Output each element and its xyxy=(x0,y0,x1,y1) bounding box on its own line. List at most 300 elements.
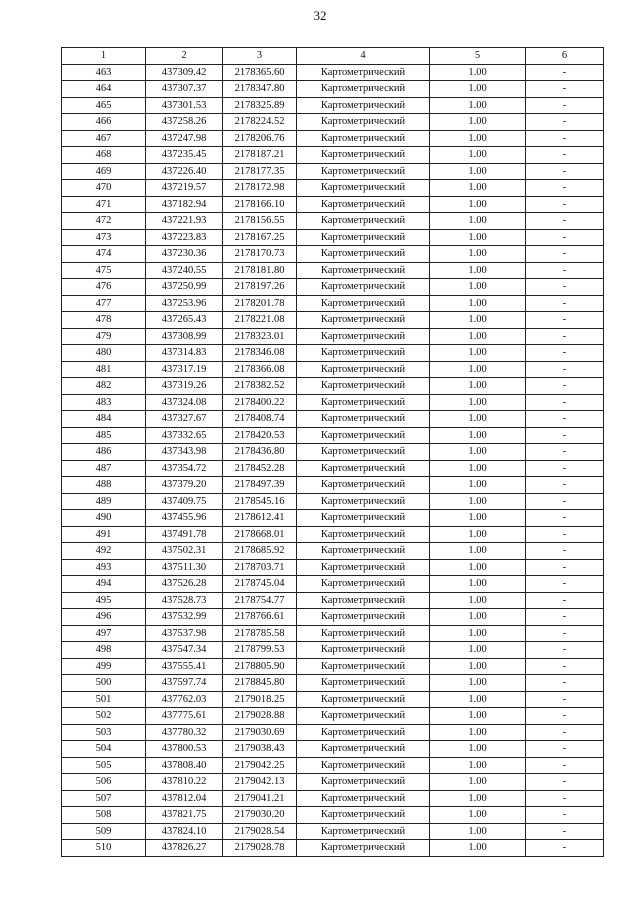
table-row xyxy=(62,163,604,180)
cell-x-coordinate: 437317.19 xyxy=(146,361,223,378)
cell-accuracy: 1.00 xyxy=(430,510,526,527)
cell-y-coordinate: 2178612.41 xyxy=(223,510,297,527)
table-row xyxy=(62,460,604,477)
cell-note: - xyxy=(526,328,604,345)
cell-accuracy: 1.00 xyxy=(430,130,526,147)
cell-accuracy: 1.00 xyxy=(430,312,526,329)
cell-y-coordinate: 2178347.80 xyxy=(223,81,297,98)
cell-point-number: 467 xyxy=(62,130,146,147)
cell-point-number: 464 xyxy=(62,81,146,98)
cell-x-coordinate: 437258.26 xyxy=(146,114,223,131)
table-row xyxy=(62,757,604,774)
cell-y-coordinate: 2178436.80 xyxy=(223,444,297,461)
cell-note: - xyxy=(526,411,604,428)
header-cell-2: 2 xyxy=(146,48,223,65)
header-cell-6: 6 xyxy=(526,48,604,65)
cell-accuracy: 1.00 xyxy=(430,625,526,642)
table-row xyxy=(62,609,604,626)
cell-point-number: 489 xyxy=(62,493,146,510)
cell-accuracy: 1.00 xyxy=(430,64,526,81)
table-row xyxy=(62,774,604,791)
cell-accuracy: 1.00 xyxy=(430,658,526,675)
cell-x-coordinate: 437226.40 xyxy=(146,163,223,180)
cell-note: - xyxy=(526,823,604,840)
cell-y-coordinate: 2178166.10 xyxy=(223,196,297,213)
cell-y-coordinate: 2178224.52 xyxy=(223,114,297,131)
cell-method: Картометрический xyxy=(297,477,430,494)
table-row xyxy=(62,97,604,114)
cell-accuracy: 1.00 xyxy=(430,411,526,428)
cell-note: - xyxy=(526,840,604,857)
cell-x-coordinate: 437455.96 xyxy=(146,510,223,527)
cell-method: Картометрический xyxy=(297,394,430,411)
cell-accuracy: 1.00 xyxy=(430,741,526,758)
table-row xyxy=(62,312,604,329)
cell-x-coordinate: 437528.73 xyxy=(146,592,223,609)
cell-accuracy: 1.00 xyxy=(430,559,526,576)
cell-method: Картометрический xyxy=(297,625,430,642)
cell-method: Картометрический xyxy=(297,196,430,213)
cell-accuracy: 1.00 xyxy=(430,229,526,246)
cell-note: - xyxy=(526,510,604,527)
table-body xyxy=(62,64,604,856)
cell-point-number: 468 xyxy=(62,147,146,164)
cell-x-coordinate: 437491.78 xyxy=(146,526,223,543)
cell-y-coordinate: 2178799.53 xyxy=(223,642,297,659)
cell-x-coordinate: 437597.74 xyxy=(146,675,223,692)
cell-point-number: 477 xyxy=(62,295,146,312)
cell-y-coordinate: 2178408.74 xyxy=(223,411,297,428)
cell-point-number: 495 xyxy=(62,592,146,609)
cell-point-number: 503 xyxy=(62,724,146,741)
cell-y-coordinate: 2178668.01 xyxy=(223,526,297,543)
table-row xyxy=(62,592,604,609)
cell-y-coordinate: 2178420.53 xyxy=(223,427,297,444)
cell-point-number: 476 xyxy=(62,279,146,296)
cell-y-coordinate: 2178545.16 xyxy=(223,493,297,510)
cell-x-coordinate: 437824.10 xyxy=(146,823,223,840)
header-cell-1: 1 xyxy=(62,48,146,65)
cell-method: Картометрический xyxy=(297,361,430,378)
cell-method: Картометрический xyxy=(297,493,430,510)
coordinates-table xyxy=(61,47,604,857)
table-row xyxy=(62,526,604,543)
cell-x-coordinate: 437555.41 xyxy=(146,658,223,675)
cell-method: Картометрический xyxy=(297,262,430,279)
cell-point-number: 463 xyxy=(62,64,146,81)
cell-accuracy: 1.00 xyxy=(430,295,526,312)
cell-method: Картометрический xyxy=(297,559,430,576)
cell-method: Картометрический xyxy=(297,642,430,659)
table-row xyxy=(62,823,604,840)
cell-note: - xyxy=(526,81,604,98)
cell-accuracy: 1.00 xyxy=(430,361,526,378)
cell-note: - xyxy=(526,361,604,378)
table-row xyxy=(62,64,604,81)
table-row xyxy=(62,691,604,708)
cell-point-number: 478 xyxy=(62,312,146,329)
table-row xyxy=(62,708,604,725)
cell-x-coordinate: 437826.27 xyxy=(146,840,223,857)
cell-method: Картометрический xyxy=(297,543,430,560)
header-cell-3: 3 xyxy=(223,48,297,65)
cell-point-number: 474 xyxy=(62,246,146,263)
cell-method: Картометрический xyxy=(297,691,430,708)
cell-y-coordinate: 2178785.58 xyxy=(223,625,297,642)
cell-y-coordinate: 2178766.61 xyxy=(223,609,297,626)
cell-x-coordinate: 437221.93 xyxy=(146,213,223,230)
table-row xyxy=(62,114,604,131)
cell-accuracy: 1.00 xyxy=(430,378,526,395)
cell-y-coordinate: 2178170.73 xyxy=(223,246,297,263)
cell-x-coordinate: 437307.37 xyxy=(146,81,223,98)
table-row xyxy=(62,262,604,279)
cell-x-coordinate: 437324.08 xyxy=(146,394,223,411)
cell-point-number: 507 xyxy=(62,790,146,807)
cell-accuracy: 1.00 xyxy=(430,675,526,692)
cell-note: - xyxy=(526,477,604,494)
cell-x-coordinate: 437409.75 xyxy=(146,493,223,510)
cell-y-coordinate: 2178201.78 xyxy=(223,295,297,312)
cell-y-coordinate: 2178365.60 xyxy=(223,64,297,81)
cell-accuracy: 1.00 xyxy=(430,774,526,791)
cell-note: - xyxy=(526,97,604,114)
cell-x-coordinate: 437532.99 xyxy=(146,609,223,626)
cell-y-coordinate: 2179028.78 xyxy=(223,840,297,857)
cell-x-coordinate: 437223.83 xyxy=(146,229,223,246)
cell-note: - xyxy=(526,460,604,477)
header-cell-4: 4 xyxy=(297,48,430,65)
table-row xyxy=(62,180,604,197)
cell-accuracy: 1.00 xyxy=(430,345,526,362)
cell-accuracy: 1.00 xyxy=(430,114,526,131)
cell-accuracy: 1.00 xyxy=(430,691,526,708)
cell-y-coordinate: 2178181.80 xyxy=(223,262,297,279)
cell-point-number: 488 xyxy=(62,477,146,494)
cell-y-coordinate: 2178172.98 xyxy=(223,180,297,197)
cell-note: - xyxy=(526,279,604,296)
cell-accuracy: 1.00 xyxy=(430,147,526,164)
cell-note: - xyxy=(526,790,604,807)
cell-note: - xyxy=(526,444,604,461)
cell-point-number: 475 xyxy=(62,262,146,279)
cell-method: Картометрический xyxy=(297,64,430,81)
cell-accuracy: 1.00 xyxy=(430,642,526,659)
cell-method: Картометрический xyxy=(297,114,430,131)
cell-x-coordinate: 437812.04 xyxy=(146,790,223,807)
cell-point-number: 482 xyxy=(62,378,146,395)
cell-point-number: 483 xyxy=(62,394,146,411)
cell-y-coordinate: 2178754.77 xyxy=(223,592,297,609)
cell-method: Картометрический xyxy=(297,295,430,312)
cell-accuracy: 1.00 xyxy=(430,526,526,543)
table-row xyxy=(62,790,604,807)
cell-method: Картометрический xyxy=(297,180,430,197)
cell-note: - xyxy=(526,691,604,708)
cell-point-number: 473 xyxy=(62,229,146,246)
table-row xyxy=(62,361,604,378)
cell-x-coordinate: 437308.99 xyxy=(146,328,223,345)
cell-method: Картометрический xyxy=(297,328,430,345)
cell-method: Картометрический xyxy=(297,147,430,164)
table-row xyxy=(62,675,604,692)
cell-y-coordinate: 2178703.71 xyxy=(223,559,297,576)
table-row xyxy=(62,477,604,494)
cell-x-coordinate: 437235.45 xyxy=(146,147,223,164)
cell-method: Картометрический xyxy=(297,724,430,741)
cell-note: - xyxy=(526,774,604,791)
table-row xyxy=(62,147,604,164)
cell-method: Картометрический xyxy=(297,675,430,692)
cell-x-coordinate: 437182.94 xyxy=(146,196,223,213)
cell-note: - xyxy=(526,526,604,543)
cell-method: Картометрический xyxy=(297,460,430,477)
table-row xyxy=(62,213,604,230)
cell-note: - xyxy=(526,147,604,164)
cell-y-coordinate: 2179028.88 xyxy=(223,708,297,725)
cell-point-number: 479 xyxy=(62,328,146,345)
cell-point-number: 494 xyxy=(62,576,146,593)
cell-x-coordinate: 437240.55 xyxy=(146,262,223,279)
cell-accuracy: 1.00 xyxy=(430,196,526,213)
cell-method: Картометрический xyxy=(297,708,430,725)
cell-accuracy: 1.00 xyxy=(430,493,526,510)
table-row xyxy=(62,642,604,659)
cell-note: - xyxy=(526,592,604,609)
cell-y-coordinate: 2178805.90 xyxy=(223,658,297,675)
cell-method: Картометрический xyxy=(297,609,430,626)
cell-point-number: 480 xyxy=(62,345,146,362)
cell-accuracy: 1.00 xyxy=(430,477,526,494)
cell-x-coordinate: 437219.57 xyxy=(146,180,223,197)
cell-x-coordinate: 437332.65 xyxy=(146,427,223,444)
cell-note: - xyxy=(526,213,604,230)
cell-accuracy: 1.00 xyxy=(430,757,526,774)
cell-y-coordinate: 2178400.22 xyxy=(223,394,297,411)
cell-x-coordinate: 437247.98 xyxy=(146,130,223,147)
cell-point-number: 491 xyxy=(62,526,146,543)
cell-point-number: 493 xyxy=(62,559,146,576)
cell-point-number: 487 xyxy=(62,460,146,477)
cell-y-coordinate: 2179038.43 xyxy=(223,741,297,758)
cell-y-coordinate: 2178382.52 xyxy=(223,378,297,395)
cell-point-number: 465 xyxy=(62,97,146,114)
table-row xyxy=(62,493,604,510)
cell-x-coordinate: 437250.99 xyxy=(146,279,223,296)
cell-y-coordinate: 2178366.08 xyxy=(223,361,297,378)
table-row xyxy=(62,295,604,312)
cell-accuracy: 1.00 xyxy=(430,279,526,296)
cell-point-number: 466 xyxy=(62,114,146,131)
table-row xyxy=(62,345,604,362)
cell-y-coordinate: 2178197.26 xyxy=(223,279,297,296)
cell-accuracy: 1.00 xyxy=(430,576,526,593)
cell-note: - xyxy=(526,724,604,741)
cell-method: Картометрический xyxy=(297,774,430,791)
cell-point-number: 500 xyxy=(62,675,146,692)
cell-x-coordinate: 437537.98 xyxy=(146,625,223,642)
cell-point-number: 492 xyxy=(62,543,146,560)
cell-point-number: 510 xyxy=(62,840,146,857)
cell-note: - xyxy=(526,807,604,824)
table-row xyxy=(62,724,604,741)
table-row xyxy=(62,444,604,461)
cell-x-coordinate: 437502.31 xyxy=(146,543,223,560)
table-row xyxy=(62,394,604,411)
cell-method: Картометрический xyxy=(297,345,430,362)
cell-point-number: 499 xyxy=(62,658,146,675)
cell-y-coordinate: 2179042.13 xyxy=(223,774,297,791)
cell-method: Картометрический xyxy=(297,163,430,180)
cell-method: Картометрический xyxy=(297,741,430,758)
cell-note: - xyxy=(526,114,604,131)
cell-y-coordinate: 2178346.08 xyxy=(223,345,297,362)
cell-x-coordinate: 437511.30 xyxy=(146,559,223,576)
cell-accuracy: 1.00 xyxy=(430,213,526,230)
cell-y-coordinate: 2178221.08 xyxy=(223,312,297,329)
cell-x-coordinate: 437265.43 xyxy=(146,312,223,329)
table-row xyxy=(62,81,604,98)
cell-note: - xyxy=(526,559,604,576)
cell-method: Картометрический xyxy=(297,823,430,840)
table-row xyxy=(62,246,604,263)
cell-y-coordinate: 2178156.55 xyxy=(223,213,297,230)
cell-x-coordinate: 437526.28 xyxy=(146,576,223,593)
cell-method: Картометрический xyxy=(297,658,430,675)
cell-method: Картометрический xyxy=(297,130,430,147)
cell-x-coordinate: 437775.61 xyxy=(146,708,223,725)
cell-accuracy: 1.00 xyxy=(430,163,526,180)
cell-x-coordinate: 437547.34 xyxy=(146,642,223,659)
cell-y-coordinate: 2178325.89 xyxy=(223,97,297,114)
cell-accuracy: 1.00 xyxy=(430,97,526,114)
cell-accuracy: 1.00 xyxy=(430,180,526,197)
cell-method: Картометрический xyxy=(297,444,430,461)
table-row xyxy=(62,840,604,857)
cell-x-coordinate: 437230.36 xyxy=(146,246,223,263)
cell-method: Картометрический xyxy=(297,807,430,824)
cell-y-coordinate: 2178845.80 xyxy=(223,675,297,692)
cell-accuracy: 1.00 xyxy=(430,328,526,345)
cell-x-coordinate: 437821.75 xyxy=(146,807,223,824)
table-row xyxy=(62,510,604,527)
cell-note: - xyxy=(526,427,604,444)
cell-x-coordinate: 437253.96 xyxy=(146,295,223,312)
cell-point-number: 501 xyxy=(62,691,146,708)
table-row xyxy=(62,807,604,824)
table-header xyxy=(62,48,604,65)
cell-point-number: 470 xyxy=(62,180,146,197)
cell-note: - xyxy=(526,658,604,675)
cell-y-coordinate: 2179030.69 xyxy=(223,724,297,741)
cell-y-coordinate: 2179041.21 xyxy=(223,790,297,807)
table-row xyxy=(62,411,604,428)
cell-accuracy: 1.00 xyxy=(430,823,526,840)
table-row xyxy=(62,130,604,147)
cell-accuracy: 1.00 xyxy=(430,840,526,857)
cell-accuracy: 1.00 xyxy=(430,807,526,824)
table-row xyxy=(62,427,604,444)
cell-point-number: 506 xyxy=(62,774,146,791)
cell-accuracy: 1.00 xyxy=(430,724,526,741)
cell-method: Картометрический xyxy=(297,81,430,98)
cell-method: Картометрический xyxy=(297,246,430,263)
cell-x-coordinate: 437780.32 xyxy=(146,724,223,741)
cell-note: - xyxy=(526,625,604,642)
cell-x-coordinate: 437354.72 xyxy=(146,460,223,477)
table-row xyxy=(62,328,604,345)
cell-x-coordinate: 437301.53 xyxy=(146,97,223,114)
cell-accuracy: 1.00 xyxy=(430,592,526,609)
cell-accuracy: 1.00 xyxy=(430,460,526,477)
table-row xyxy=(62,229,604,246)
header-row xyxy=(62,48,604,65)
cell-accuracy: 1.00 xyxy=(430,609,526,626)
cell-note: - xyxy=(526,378,604,395)
table-row xyxy=(62,279,604,296)
cell-note: - xyxy=(526,345,604,362)
cell-y-coordinate: 2178177.35 xyxy=(223,163,297,180)
cell-point-number: 469 xyxy=(62,163,146,180)
cell-y-coordinate: 2178187.21 xyxy=(223,147,297,164)
cell-note: - xyxy=(526,675,604,692)
header-cell-5: 5 xyxy=(430,48,526,65)
cell-x-coordinate: 437319.26 xyxy=(146,378,223,395)
cell-note: - xyxy=(526,295,604,312)
cell-method: Картометрический xyxy=(297,229,430,246)
cell-method: Картометрический xyxy=(297,411,430,428)
cell-point-number: 485 xyxy=(62,427,146,444)
cell-method: Картометрический xyxy=(297,576,430,593)
cell-note: - xyxy=(526,394,604,411)
table-row xyxy=(62,576,604,593)
cell-x-coordinate: 437762.03 xyxy=(146,691,223,708)
cell-note: - xyxy=(526,576,604,593)
table-row xyxy=(62,543,604,560)
cell-accuracy: 1.00 xyxy=(430,444,526,461)
cell-point-number: 471 xyxy=(62,196,146,213)
table-row xyxy=(62,658,604,675)
cell-method: Картометрический xyxy=(297,526,430,543)
cell-note: - xyxy=(526,312,604,329)
cell-point-number: 490 xyxy=(62,510,146,527)
cell-note: - xyxy=(526,163,604,180)
cell-y-coordinate: 2179042.25 xyxy=(223,757,297,774)
cell-point-number: 484 xyxy=(62,411,146,428)
cell-y-coordinate: 2178323.01 xyxy=(223,328,297,345)
cell-note: - xyxy=(526,543,604,560)
cell-method: Картометрический xyxy=(297,757,430,774)
cell-accuracy: 1.00 xyxy=(430,394,526,411)
cell-x-coordinate: 437808.40 xyxy=(146,757,223,774)
cell-note: - xyxy=(526,180,604,197)
cell-accuracy: 1.00 xyxy=(430,262,526,279)
cell-x-coordinate: 437379.20 xyxy=(146,477,223,494)
cell-accuracy: 1.00 xyxy=(430,246,526,263)
cell-method: Картометрический xyxy=(297,279,430,296)
cell-note: - xyxy=(526,64,604,81)
cell-method: Картометрический xyxy=(297,510,430,527)
table-row xyxy=(62,378,604,395)
table-row xyxy=(62,741,604,758)
cell-point-number: 497 xyxy=(62,625,146,642)
cell-method: Картометрический xyxy=(297,840,430,857)
cell-y-coordinate: 2179018.25 xyxy=(223,691,297,708)
cell-accuracy: 1.00 xyxy=(430,543,526,560)
cell-point-number: 498 xyxy=(62,642,146,659)
cell-method: Картометрический xyxy=(297,378,430,395)
cell-y-coordinate: 2178452.28 xyxy=(223,460,297,477)
